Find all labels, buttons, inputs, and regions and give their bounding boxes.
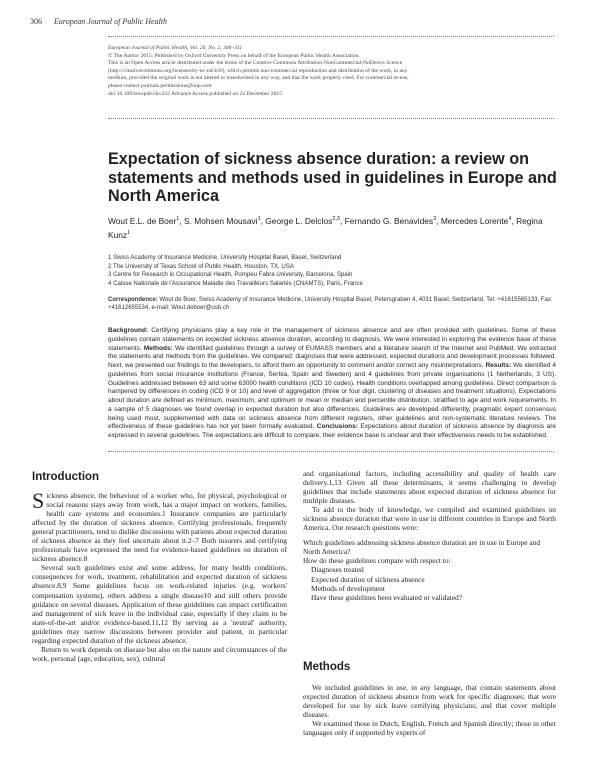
author-name: Fernando G. Benavides: [344, 215, 434, 226]
meta-license-1: This is an Open Access article distributed under the terms of the Creative Commons Attribution-NonCommercial-NoDerivs licence: [108, 60, 403, 67]
abstract-methods: We identified guidelines through a survey of EUMASS members and a literature search of the Internet and PubMed. We extracted the statements and methods from the guidelines. We compared: diagnoses that were addressed, expected durations and development processes followed. Next, we presented our findings to the developers, to afford them an opportunity to comment and/or correct any misinterpretations.: [108, 344, 556, 369]
affiliation: 2 The University of Texas School of Public Health, Houston, TX, USA: [108, 262, 294, 270]
research-subquestion: Have these guidelines been evaluated or validated?: [311, 592, 463, 602]
meta-permissions: please contact journals.permissions@oup.com: [108, 82, 212, 89]
intro-paragraph-4: and organisational factors, including accessibility and quality of health care delivery.1,13 Given all these determinants, it seems challenging to develop guidelines that include statements about expected duration of sickness absence for multiple diseases.: [303, 469, 556, 506]
methods-body: [303, 683, 556, 737]
affiliation: 4 Caisse Nationale de l'Assurance Maladie des Travailleurs Salariés (CNAMTS), Paris, France: [108, 279, 363, 287]
correspondence-text: Wout de Boer, Swiss Academy of Insurance Medicine, University Hospital Basel, Petersgraben 4, 4031 Basel, Switzerland, Tel: +41615565133, Fax: +41612655534, e-mail: Wout.deboer@usb.ch: [108, 297, 553, 312]
meta-copyright: © The Author 2015. Published by Oxford University Press on behalf of the European Public Health Association.: [108, 52, 360, 59]
abstract-conclusions: Expectations about duration of sickness absence by diagnosis are expressed in several guidelines. The expectations are difficult to compare, their evidence base is unclear and their effectiveness needs to be established.: [108, 423, 556, 439]
author-affiliation-mark: 4: [508, 216, 512, 222]
affiliation: 3 Centre for Research in Occupational Health, Pompeu Fabra University, Barcelona, Spain: [108, 271, 353, 279]
introduction-heading: Introduction: [32, 471, 100, 483]
intro-paragraph-5: To add to the body of knowledge, we compiled and examined guidelines on sickness absence duration that were in use in different countries in Europe and North America. Our research questions were:: [303, 505, 556, 533]
author-affiliation-mark: 2,3: [332, 216, 340, 222]
research-subquestion: Methods of development: [311, 583, 385, 593]
abstract-methods-label: Methods:: [143, 344, 173, 352]
dotted-divider-top: [108, 36, 554, 37]
drop-cap: S: [32, 488, 45, 513]
abstract-results-label: Results:: [485, 362, 512, 369]
abstract-conclusions-label: Conclusions:: [316, 423, 358, 431]
author-name: George L. Delclos: [265, 215, 333, 226]
research-question: How do these guidelines compare with respect to:: [303, 556, 451, 566]
methods-paragraph-2: We examined those in Dutch, English, French and Spanish directly; those in other languages only if supported by experts of: [303, 719, 556, 738]
abstract: [108, 327, 556, 441]
article-meta: [108, 45, 556, 98]
author-affiliation-mark: 3: [433, 216, 437, 222]
research-questions: [303, 538, 556, 601]
author-affiliation-mark: 1: [257, 216, 261, 222]
meta-license-2: (http://creativecommons.org/licenses/by-nc-nd/4.0/), which permits non-commercial reproduction and distribution of the work, in any: [108, 67, 408, 74]
methods-heading: Methods: [303, 661, 351, 673]
abstract-results: We identified 4 guidelines from social insurance institutions (France, Serbia, Spain and Sweden) and 4 guidelines from private organisations (1 Netherlands, 3 US). Guidelines addressed between 63 and some 63000 health conditions (ICD 10 codes). Health conditions overlapped among guidelines. Direct comparison is hampered by differences in coding (ICD 9 or 10) and level of aggregation (three or four digit, clustering of diseases and treatment situations). Expectations about duration are defined as minimum, maximum, and optimum or mean or median and percentile distribution, stratified to age and work requirements. In a sample of 5 diagnoses we found overlap in expected duration but also differences. Guidelines are developed differently, pragmatic expert consensus being used most, supplemented with data on sickness absence from different registers, other guidelines and non-systematic literature reviews. The effectiveness of these guidelines has not yet been formally evaluated.: [108, 362, 556, 431]
meta-citation: European Journal of Public Health, Vol. 26, No. 2, 306–311: [108, 45, 243, 51]
affiliation: 1 Swiss Academy of Insurance Medicine, University Hospital Basel, Basel, Switzerland: [108, 254, 342, 261]
intro-paragraph-3: Return to work depends on disease but also on the nature and circumstances of the work, personal (age, education, sex), cultural: [32, 644, 287, 663]
intro-paragraph-1-text: ickness absence, the behaviour of a worker who, for physical, psychological or social reasons stays away from work, has a major impact on workers, families, health care systems and economies.1 Insurance companies are particularly affected by the duration of sickness absence. Certifying professionals, frequently general practitioners, tend to dislike discussions with patients about expected duration of sickness absence as they feel uncertain about it.2–7 Both insurers and certifying professionals have expressed the need for evidence-based guidelines on duration of sickness absence.8: [32, 491, 287, 564]
research-subquestion: Diagnoses treated: [311, 565, 364, 575]
intro-paragraph-1: [32, 488, 287, 564]
page-number: 306: [30, 17, 42, 26]
methods-paragraph-1: We included guidelines in use, in any language, that contain statements about expected duration of sickness absence from work for specific diagnoses; that were developed for use by sick leave certifying physicians; and that cover multiple diseases.: [303, 683, 556, 720]
running-header: [30, 17, 167, 26]
journal-name: European Journal of Public Health: [54, 17, 168, 26]
correspondence: [108, 296, 556, 313]
correspondence-label: Correspondence:: [108, 297, 158, 303]
dotted-divider-abstract: [108, 451, 554, 452]
author-name: Regina Kunz: [108, 215, 543, 241]
intro-paragraph-2: Several such guidelines exist and some address, for many health conditions, consequences for work, treatment, rehabilitation and expected duration of sickness absence.8,9 Some guidelines focus on work-related injuries (e.g. workers' compensation systems), others address a single disease10 and still others provide guidance on several diseases. Application of these guidelines can impact certification and management of sick leave in the individual case, especially if they claim to be state-of-the-art and/or evidence-based.11,12 By serving as a 'neutral' authority, guidelines may narrow discussions between provider and patient, in particular regarding expected duration of the sickness absence.: [32, 563, 287, 645]
article-title: Expectation of sickness absence duration: a review on statements and methods used in guidelines in Europe and North America: [108, 150, 557, 205]
affiliations: [108, 254, 558, 288]
research-subquestion: Expected duration of sickness absence: [311, 574, 425, 584]
left-column: [32, 488, 287, 663]
author-affiliation-mark: 1: [176, 216, 180, 222]
author-list: Wout E.L. de Boer$^1$, S. Mohsen Mousavi$^1$, George L. Delclos$^{2,3}$, Fernando G. Benavides$^3$, Mercedes Lorente$^4$, Regina Kunz$^1$: [108, 215, 543, 241]
author-name: Wout E.L. de Boer: [108, 215, 177, 226]
abstract-background: Certifying physicians play a key role in the management of sickness absence and are often provided with guidelines. Some of these guidelines contain statements on expected sickness absence duration, according to diagnosis. We were interested in exploring the evidence base of these statements.: [108, 327, 556, 352]
author-name: S. Mohsen Mousavi: [184, 215, 258, 226]
meta-doi: doi:10.1093/eurpub/ckv222 Advance Access published on 24 December 2015: [108, 90, 282, 97]
abstract-background-label: Background:: [108, 327, 149, 334]
research-question: Which guidelines addressing sickness absence duration are in use in Europe and North America?: [303, 538, 541, 557]
right-column: [303, 469, 556, 602]
dotted-divider-meta: [108, 118, 554, 119]
author-affiliation-mark: 1: [127, 230, 131, 237]
meta-license-3: medium, provided the original work is not altered or transformed in any way, and that the work properly cited. For commercial re-use,: [108, 75, 409, 82]
author-name: Mercedes Lorente: [440, 215, 509, 226]
